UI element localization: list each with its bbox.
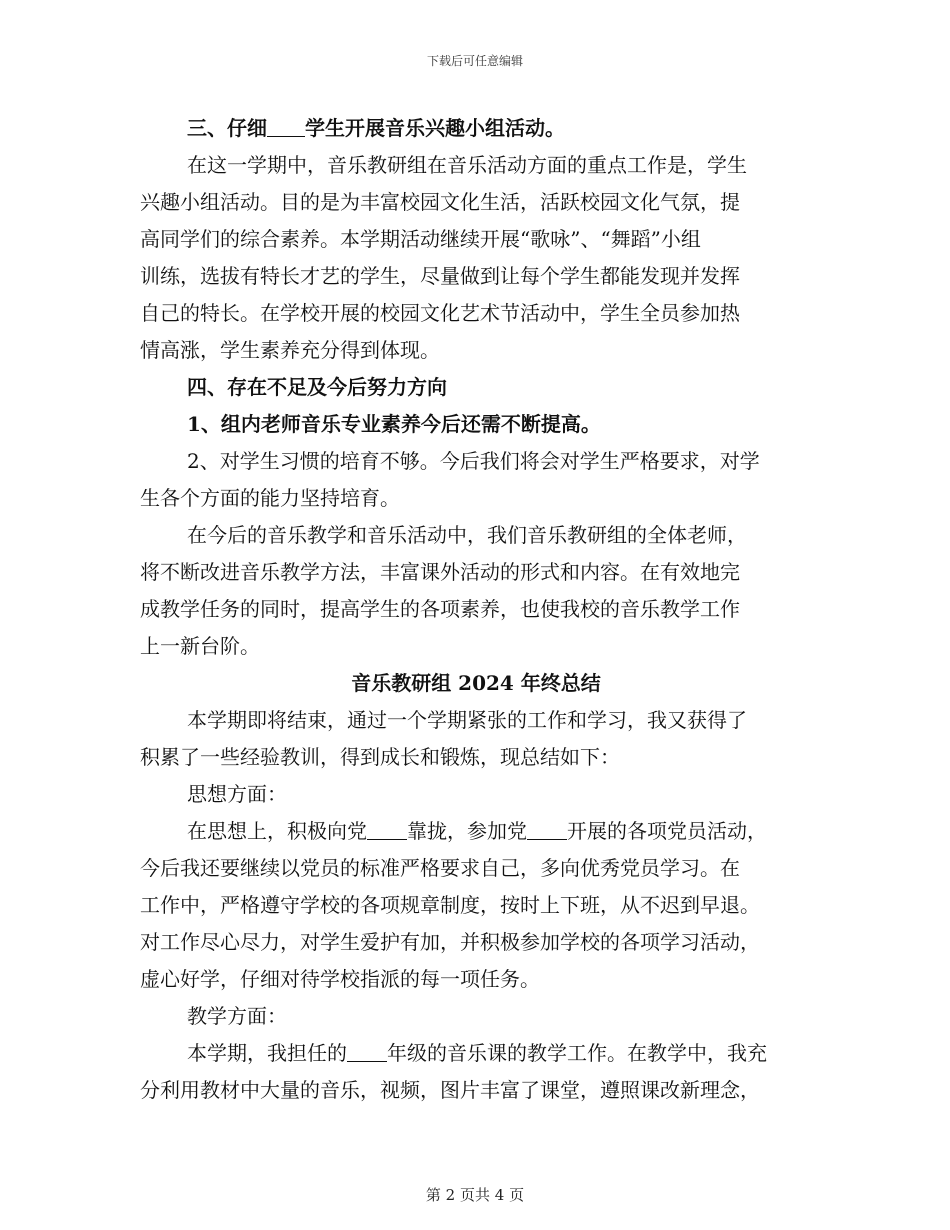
paragraph-line: 情高涨，学生素养充分得到体现。 (140, 338, 440, 362)
paragraph-line: 生各个方面的能力坚持培育。 (140, 486, 400, 510)
paragraph-line: 积累了一些经验教训，得到成长和锻炼，现总结如下： (140, 745, 620, 769)
paragraph-line: 在今后的音乐教学和音乐活动中，我们音乐教研组的全体老师， (187, 523, 747, 547)
text-span: 靠拢，参加党 (407, 819, 527, 843)
paragraph-line: 将不断改进音乐教学方法，丰富课外活动的形式和内容。在有效地完 (140, 560, 740, 584)
paragraph-line: 本学期即将结束，通过一个学期紧张的工作和学习，我又获得了 (187, 708, 747, 732)
paragraph-line (140, 1035, 812, 1072)
section-3-heading (140, 110, 812, 147)
paragraph-line: 今后我还要继续以党员的标准严格要求自己，多向优秀党员学习。在 (140, 856, 740, 880)
section-4-item-2: 2、对学生习惯的培育不够。今后我们将会对学生严格要求，对学 (187, 449, 760, 473)
teach-heading: 教学方面： (187, 1004, 287, 1028)
paragraph-line: 上一新台阶。 (140, 634, 260, 658)
paragraph-line: 分利用教材中大量的音乐，视频，图片丰富了课堂，遵照课改新理念， (140, 1078, 760, 1102)
paragraph-line: 虚心好学，仔细对待学校指派的每一项任务。 (140, 967, 540, 991)
paragraph-line: 兴趣小组活动。目的是为丰富校园文化生活，活跃校园文化气氛，提 (140, 190, 740, 214)
blank-underline (527, 817, 567, 840)
blank-underline (267, 114, 305, 137)
blank-underline (347, 1039, 387, 1062)
paragraph-line: 成教学任务的同时，提高学生的各项素养，也使我校的音乐教学工作 (140, 597, 740, 621)
document-body (140, 110, 812, 1109)
section-3-heading-post: 学生开展音乐兴趣小组活动。 (305, 116, 565, 140)
text-span: 年级的音乐课的教学工作。在教学中，我充 (387, 1041, 767, 1065)
paragraph-line: 高同学们的综合素养。本学期活动继续开展“歌咏”、“舞蹈”小组 (140, 227, 701, 251)
section-4-item-1: 1、组内老师音乐专业素养今后还需不断提高。 (187, 412, 601, 436)
paragraph-line: 训练，选拔有特长才艺的学生，尽量做到让每个学生都能发现并发挥 (140, 264, 740, 288)
paragraph-line: 对工作尽心尽力，对学生爱护有加，并积极参加学校的各项学习活动， (140, 930, 760, 954)
text-span: 开展的各项党员活动， (567, 819, 767, 843)
section-3-heading-pre: 三、仔细 (187, 116, 267, 140)
page-footer: 第 2 页共 4 页 (425, 1186, 525, 1204)
thought-heading: 思想方面： (187, 782, 287, 806)
paragraph-line (140, 813, 812, 850)
text-span: 本学期，我担任的 (187, 1041, 347, 1065)
blank-underline (367, 817, 407, 840)
summary-title: 音乐教研组 2024 年终总结 (351, 671, 601, 695)
paragraph-line: 在这一学期中，音乐教研组在音乐活动方面的重点工作是，学生 (187, 153, 747, 177)
paragraph-line: 工作中，严格遵守学校的各项规章制度，按时上下班，从不迟到早退。 (140, 893, 760, 917)
section-4-heading: 四、存在不足及今后努力方向 (187, 375, 447, 399)
paragraph-line: 自己的特长。在学校开展的校园文化艺术节活动中，学生全员参加热 (140, 301, 740, 325)
text-span: 在思想上，积极向党 (187, 819, 367, 843)
page-header: 下载后可任意编辑 (426, 54, 523, 68)
